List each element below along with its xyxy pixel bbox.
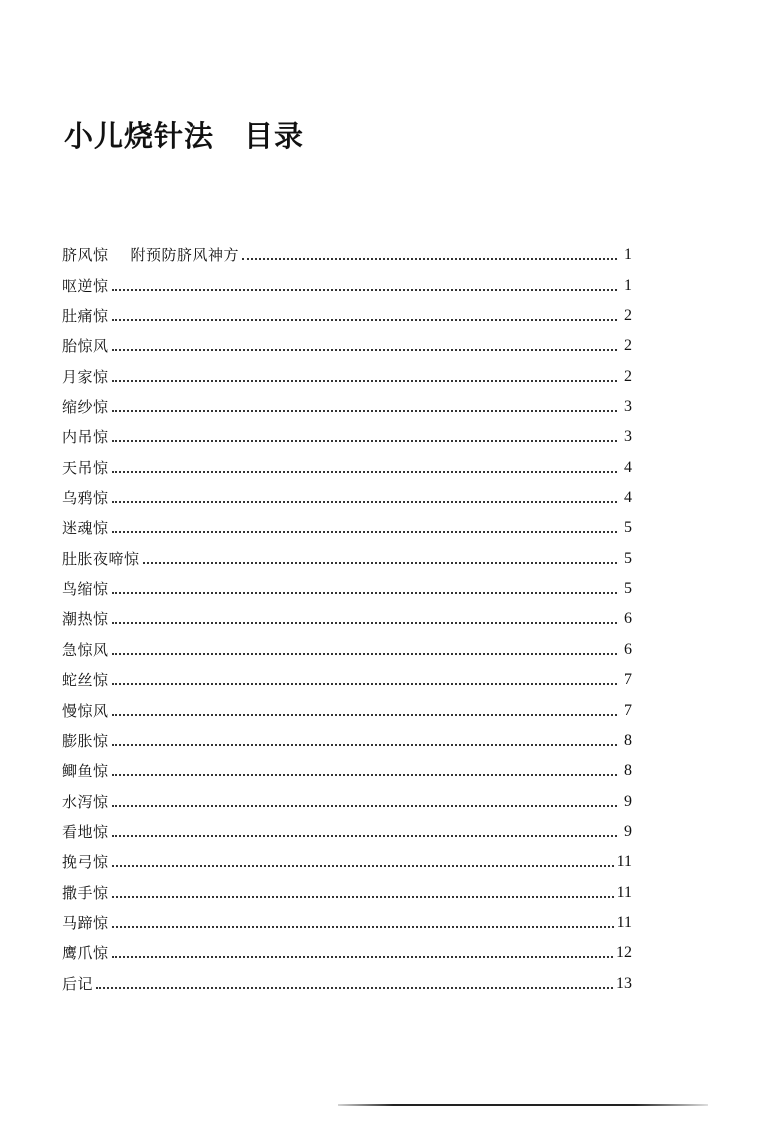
dot-leader xyxy=(112,410,617,412)
toc-entry-page: 7 xyxy=(624,671,632,689)
toc-entry-title: 看地惊 xyxy=(62,822,109,841)
toc-entry-title: 内吊惊 xyxy=(62,428,109,447)
toc-entry-page: 5 xyxy=(624,549,632,567)
dot-leader xyxy=(112,744,617,746)
table-of-contents xyxy=(62,235,632,994)
dot-leader xyxy=(96,987,613,989)
dot-leader xyxy=(112,683,617,685)
toc-entry-title: 天吊惊 xyxy=(62,458,109,477)
toc-entry-page: 11 xyxy=(616,883,632,901)
dot-leader xyxy=(112,440,617,442)
toc-entry-page: 3 xyxy=(624,428,632,446)
toc-entry-page: 5 xyxy=(624,580,632,598)
toc-entry-title: 水泻惊 xyxy=(62,792,109,811)
toc-entry-title: 蛇丝惊 xyxy=(62,671,109,690)
toc-entry-page: 4 xyxy=(624,458,632,476)
toc-entry-title: 后记 xyxy=(62,974,94,993)
toc-entry-title: 鹰爪惊 xyxy=(62,944,109,963)
toc-entry[interactable] xyxy=(62,235,632,265)
toc-entry[interactable] xyxy=(62,599,632,629)
dot-leader xyxy=(112,592,617,594)
toc-entry[interactable] xyxy=(62,265,632,295)
dot-leader xyxy=(112,289,617,291)
toc-entry-title: 挽弓惊 xyxy=(62,853,109,872)
toc-entry-title: 缩纱惊 xyxy=(62,398,109,417)
book-title: 小儿烧针法 xyxy=(64,119,215,153)
toc-entry-title: 急惊风 xyxy=(62,640,109,659)
toc-entry-page: 6 xyxy=(624,640,632,658)
dot-leader xyxy=(112,835,617,837)
toc-entry-page: 11 xyxy=(616,913,632,931)
page-title xyxy=(64,114,304,155)
toc-entry-page: 2 xyxy=(624,367,632,385)
toc-entry-page: 2 xyxy=(624,337,632,355)
toc-entry-title: 慢惊风 xyxy=(62,701,109,720)
toc-entry[interactable] xyxy=(62,812,632,842)
toc-entry-title: 鲫鱼惊 xyxy=(62,762,109,781)
dot-leader xyxy=(112,653,617,655)
toc-entry-page: 13 xyxy=(616,974,632,992)
dot-leader xyxy=(112,319,617,321)
toc-entry-page: 7 xyxy=(624,701,632,719)
toc-entry[interactable] xyxy=(62,963,632,993)
dot-leader xyxy=(242,258,617,260)
toc-entry[interactable] xyxy=(62,538,632,568)
scan-edge-rule xyxy=(338,1104,708,1106)
toc-entry[interactable] xyxy=(62,903,632,933)
dot-leader xyxy=(143,562,617,564)
toc-entry[interactable] xyxy=(62,326,632,356)
dot-leader xyxy=(112,531,617,533)
toc-entry-title: 撒手惊 xyxy=(62,883,109,902)
dot-leader xyxy=(112,956,613,958)
dot-leader xyxy=(112,349,617,351)
toc-entry[interactable] xyxy=(62,660,632,690)
toc-entry-page: 5 xyxy=(624,519,632,537)
dot-leader xyxy=(112,471,617,473)
dot-leader xyxy=(112,865,614,867)
toc-entry[interactable] xyxy=(62,569,632,599)
toc-entry[interactable] xyxy=(62,417,632,447)
toc-entry-title: 鸟缩惊 xyxy=(62,580,109,599)
toc-entry-page: 1 xyxy=(624,276,632,294)
section-title: 目录 xyxy=(244,119,305,153)
toc-entry-title: 肚胀夜啼惊 xyxy=(62,549,140,568)
toc-entry-title: 马蹄惊 xyxy=(62,913,109,932)
toc-entry-title: 迷魂惊 xyxy=(62,519,109,538)
toc-entry-title: 脐风惊 xyxy=(62,246,109,265)
toc-entry-page: 9 xyxy=(624,792,632,810)
toc-entry[interactable] xyxy=(62,842,632,872)
toc-entry-page: 11 xyxy=(616,853,632,871)
toc-entry[interactable] xyxy=(62,356,632,386)
toc-entry-page: 12 xyxy=(616,944,632,962)
toc-entry-page: 1 xyxy=(624,246,632,264)
toc-entry[interactable] xyxy=(62,690,632,720)
dot-leader xyxy=(112,501,617,503)
dot-leader xyxy=(112,622,617,624)
toc-entry[interactable] xyxy=(62,629,632,659)
toc-entry-title: 潮热惊 xyxy=(62,610,109,629)
dot-leader xyxy=(112,380,617,382)
toc-entry-page: 6 xyxy=(624,610,632,628)
toc-entry-page: 2 xyxy=(624,307,632,325)
toc-entry[interactable] xyxy=(62,387,632,417)
toc-entry-title: 呕逆惊 xyxy=(62,276,109,295)
toc-entry[interactable] xyxy=(62,447,632,477)
toc-entry[interactable] xyxy=(62,721,632,751)
dot-leader xyxy=(112,896,614,898)
toc-entry-page: 9 xyxy=(624,822,632,840)
toc-entry-page: 8 xyxy=(624,762,632,780)
toc-entry-title: 膨胀惊 xyxy=(62,731,109,750)
toc-entry[interactable] xyxy=(62,296,632,326)
toc-entry-title: 胎惊风 xyxy=(62,337,109,356)
toc-entry-page: 4 xyxy=(624,489,632,507)
toc-entry-page: 8 xyxy=(624,731,632,749)
dot-leader xyxy=(112,805,617,807)
toc-entry-title: 月家惊 xyxy=(62,367,109,386)
toc-entry[interactable] xyxy=(62,933,632,963)
toc-entry-page: 3 xyxy=(624,398,632,416)
dot-leader xyxy=(112,774,617,776)
dot-leader xyxy=(112,714,617,716)
toc-entry[interactable] xyxy=(62,508,632,538)
toc-entry[interactable] xyxy=(62,872,632,902)
dot-leader xyxy=(112,926,614,928)
toc-entry-subtitle: 附预防脐风神方 xyxy=(130,246,240,265)
toc-entry[interactable] xyxy=(62,478,632,508)
toc-entry[interactable] xyxy=(62,751,632,781)
toc-entry-title: 乌鸦惊 xyxy=(62,489,109,508)
toc-entry-title: 肚痛惊 xyxy=(62,307,109,326)
toc-entry[interactable] xyxy=(62,781,632,811)
